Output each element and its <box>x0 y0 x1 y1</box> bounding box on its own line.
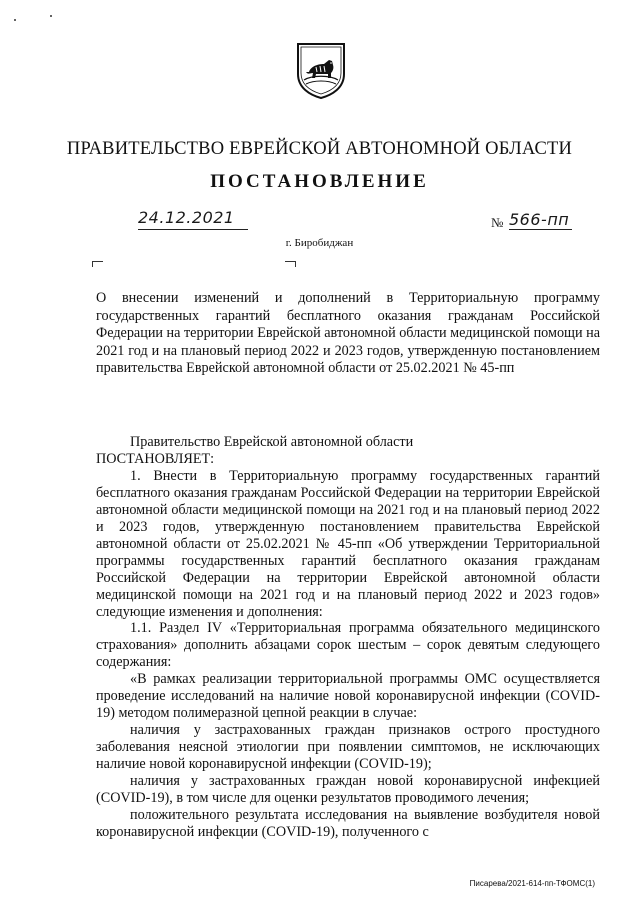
scan-speck <box>50 15 52 17</box>
number-underline <box>509 229 572 230</box>
body-paragraph: 1. Внести в Территориальную программу государственных гарантий бесплатного оказания гражданам Российской Федерации на территории Еврейской автономной области медицинской помощи на 2021 год и на плановый период 2022 и 2023 годов, утвержденную постановлением правительства Еврейской автономной области от 25.02.2021 № 45-пп «Об утверждении Территориальной программы государственных гарантий бесплатного оказания гражданам Российской Федерации на территории Еврейской автономной области медицинской помощи на 2021 год и на плановый период 2022 и 2023 годов» следующие изменения и дополнения: <box>96 467 600 620</box>
city-name: г. Биробиджан <box>285 237 354 249</box>
number-prefix: № <box>491 215 504 230</box>
body-paragraph: наличия у застрахованных граждан признаков острого простудного заболевания неясной этиологии при появлении симптомов, не исключающих наличие новой коронавирусной инфекции (COVID-19); <box>96 722 600 773</box>
subject-corner-mark-left <box>92 261 103 267</box>
body-paragraph: положительного результата исследования на выявление возбудителя новой коронавирусной инфекции (COVID-19), полученного с <box>96 806 600 840</box>
subject-corner-mark-right <box>285 261 296 267</box>
government-title: ПРАВИТЕЛЬСТВО ЕВРЕЙСКОЙ АВТОНОМНОЙ ОБЛАСТИ <box>66 139 573 159</box>
document-body <box>96 434 600 841</box>
document-type: ПОСТАНОВЛЕНИЕ <box>210 171 429 192</box>
document-number: 566-пп <box>509 210 570 229</box>
body-paragraph: 1.1. Раздел IV «Территориальная программа обязательного медицинского страхования» дополнить абзацами сорок шестым – сорок девятым следующего содержания: <box>96 620 600 671</box>
footer-reference: Писарева/2021-614-пп-ТФОМС(1) <box>469 879 595 888</box>
coat-of-arms-icon <box>296 42 346 100</box>
body-paragraph: наличия у застрахованных граждан новой коронавирусной инфекцией (COVID-19), в том числе для оценки результатов проводимого лечения; <box>96 773 600 807</box>
document-date: 24.12.2021 <box>138 208 235 227</box>
body-paragraph: «В рамках реализации территориальной программы ОМС осуществляется проведение исследований на наличие новой коронавирусной инфекции (COVID-19) методом полимеразной цепной реакции в случае: <box>96 671 600 722</box>
body-paragraph: ПОСТАНОВЛЯЕТ: <box>96 450 215 467</box>
document-subject: О внесении изменений и дополнений в Территориальную программу государственных гарантий бесплатного оказания гражданам Российской Федерации на территории Еврейской автономной области медицинской помощи на 2021 год и на плановый период 2022 и 2023 годов, утвержденную постановлением правительства Еврейской автономной области от 25.02.2021 № 45-пп <box>96 290 601 377</box>
body-paragraph: Правительство Еврейской автономной области <box>130 434 414 450</box>
scan-speck <box>14 19 16 21</box>
date-underline <box>138 229 248 230</box>
